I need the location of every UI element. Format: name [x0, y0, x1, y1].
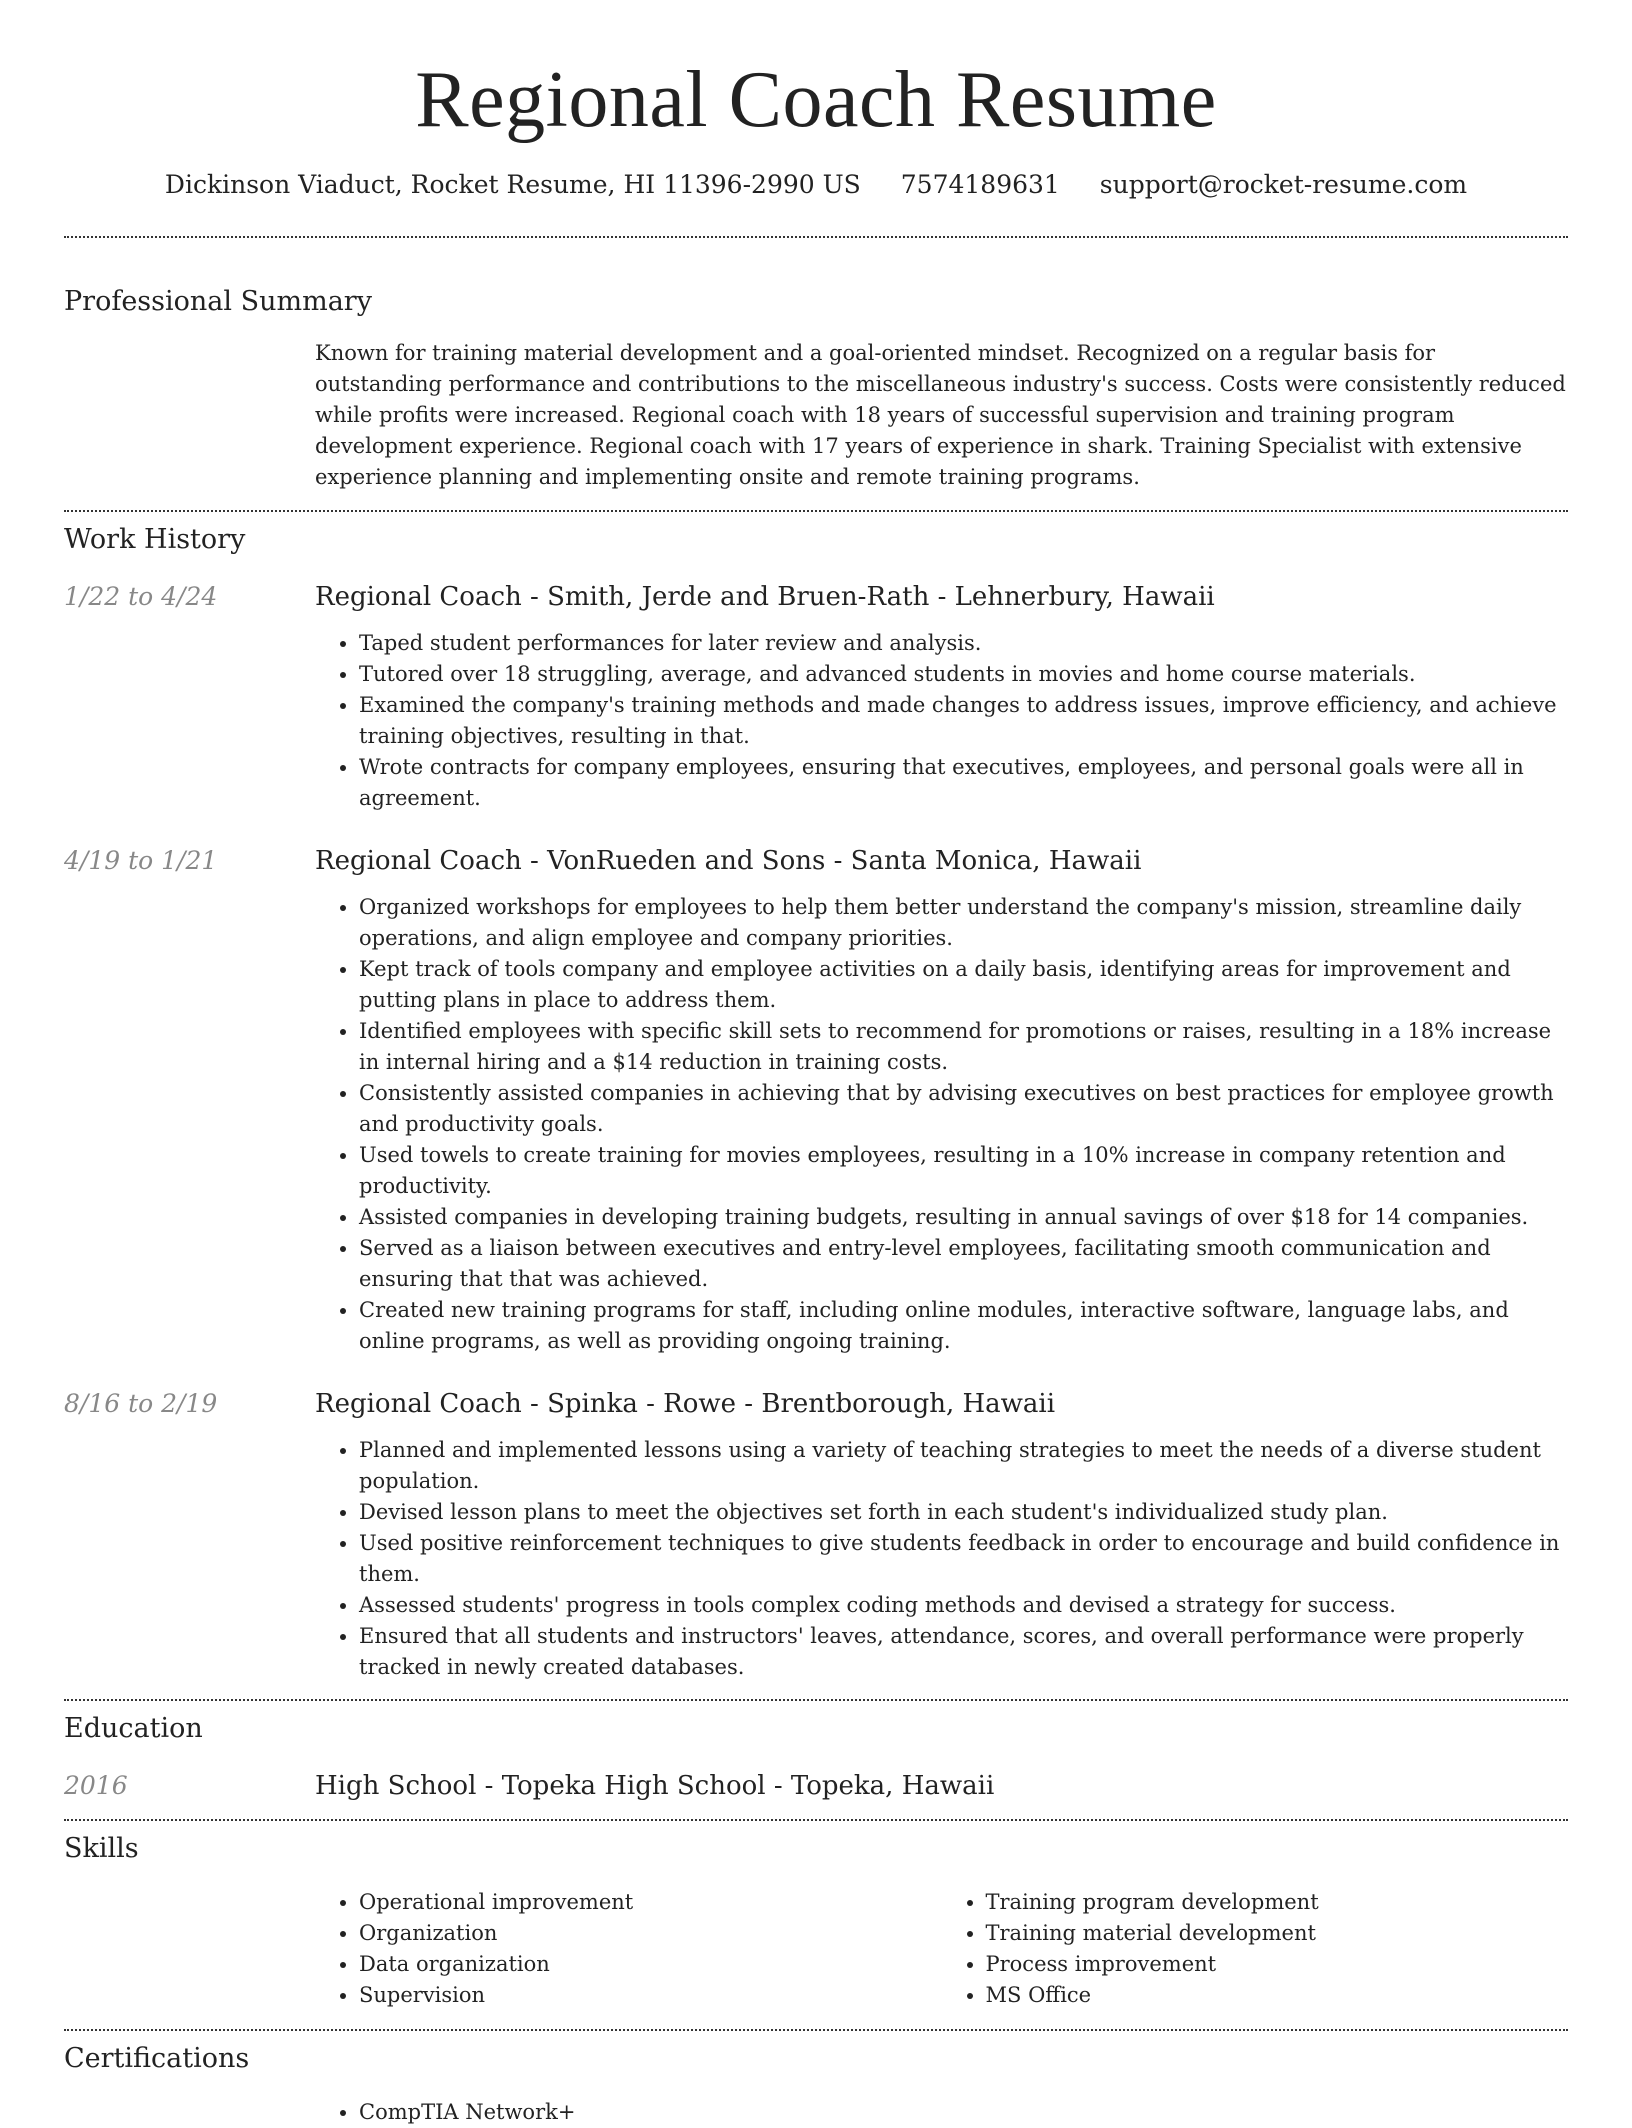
certifications-list	[315, 2097, 1568, 2128]
skills-columns	[315, 1887, 1568, 2011]
job-bullet: • Used positive reinforcement techniques to give students feedback in order to encourage and build confidence in them.	[359, 1528, 1568, 1590]
job-title: Regional Coach - Spinka - Rowe - Brentborough, Hawaii	[315, 1389, 1056, 1419]
skills-list-right	[942, 1887, 1569, 2011]
job-bullet: • Planned and implemented lessons using a variety of teaching strategies to meet the needs of a diverse student population.	[359, 1435, 1568, 1497]
work-history-heading: Work History	[64, 524, 246, 555]
certifications-heading: Certifications	[64, 2043, 250, 2074]
education-entry	[64, 1769, 1568, 1803]
job-bullet: • Examined the company's training methods and made changes to address issues, improve efficiency, and achieve training objectives, resulting in that.	[359, 690, 1568, 752]
job-bullets	[315, 628, 1568, 814]
job-bullet: • Created new training programs for staff, including online modules, interactive software, language labs, and online programs, as well as providing ongoing training.	[359, 1295, 1568, 1357]
certifications-row	[64, 2097, 1568, 2128]
skill-item: • Organization	[359, 1918, 942, 1949]
job-bullet: • Wrote contracts for company employees, ensuring that executives, employees, and personal goals were all in agreement.	[359, 752, 1568, 814]
skill-item: • Operational improvement	[359, 1887, 942, 1918]
job-dates: 8/16 to 2/19	[64, 1389, 218, 1418]
contact-address: Dickinson Viaduct, Rocket Resume, HI 11396-2990 US	[164, 170, 861, 199]
job-bullet: • Consistently assisted companies in achieving that by advising executives on best practices for employee growth and productivity goals.	[359, 1078, 1568, 1140]
skill-item: • Data organization	[359, 1949, 942, 1980]
job-bullet: • Taped student performances for later review and analysis.	[359, 628, 1568, 659]
divider	[64, 2029, 1568, 2031]
summary-heading: Professional Summary	[64, 286, 372, 317]
education-date: 2016	[64, 1771, 128, 1800]
job-bullet: • Identified employees with specific skill sets to recommend for promotions or raises, resulting in a 18% increase in internal hiring and a $14 reduction in training costs.	[359, 1016, 1568, 1078]
summary-row	[64, 338, 1568, 493]
job-bullet: • Kept track of tools company and employee activities on a daily basis, identifying areas for improvement and putting plans in place to address them.	[359, 954, 1568, 1016]
summary-text: Known for training material development and a goal-oriented mindset. Recognized on a regular basis for outstanding performance and contributions to the miscellaneous industry's success. Costs were consistently reduced while profits were increased. Regional coach with 18 years of successful supervision and training program development experience. Regional coach with 17 years of experience in shark. Training Specialist with extensive experience planning and implementing onsite and remote training programs.	[315, 341, 1566, 489]
education-heading: Education	[64, 1713, 203, 1744]
job-dates: 4/19 to 1/21	[64, 846, 218, 875]
divider	[64, 1819, 1568, 1821]
divider	[64, 1699, 1568, 1701]
job-entry	[64, 1387, 1568, 1683]
resume-title: Regional Coach Resume	[415, 56, 1217, 144]
contact-phone: 7574189631	[900, 170, 1060, 199]
job-bullets	[315, 892, 1568, 1357]
job-bullet: • Used towels to create training for movies employees, resulting in a 10% increase in company retention and productivity.	[359, 1140, 1568, 1202]
job-bullet: • Devised lesson plans to meet the objectives set forth in each student's individualized study plan.	[359, 1497, 1568, 1528]
job-title: Regional Coach - Smith, Jerde and Bruen-Rath - Lehnerbury, Hawaii	[315, 582, 1215, 612]
job-bullet: • Ensured that all students and instructors' leaves, attendance, scores, and overall performance were properly tracked in newly created databases.	[359, 1621, 1568, 1683]
job-bullet: • Served as a liaison between executives and entry-level employees, facilitating smooth communication and ensuring that that was achieved.	[359, 1233, 1568, 1295]
education-title: High School - Topeka High School - Topeka, Hawaii	[315, 1771, 995, 1801]
divider	[64, 510, 1568, 512]
skill-item: • Training material development	[986, 1918, 1569, 1949]
job-bullet: • Tutored over 18 struggling, average, and advanced students in movies and home course materials.	[359, 659, 1568, 690]
skills-list-left	[315, 1887, 942, 2011]
job-bullet: • Assessed students' progress in tools complex coding methods and devised a strategy for success.	[359, 1590, 1568, 1621]
certification-item: • CompTIA Network+	[359, 2097, 1568, 2128]
divider	[64, 236, 1568, 238]
job-entry	[64, 844, 1568, 1357]
job-bullet: • Organized workshops for employees to help them better understand the company's mission, streamline daily operations, and align employee and company priorities.	[359, 892, 1568, 954]
skills-row	[64, 1887, 1568, 2011]
job-entry	[64, 580, 1568, 814]
job-bullet: • Assisted companies in developing training budgets, resulting in annual savings of over $18 for 14 companies.	[359, 1202, 1568, 1233]
skills-heading: Skills	[64, 1833, 139, 1864]
job-dates: 1/22 to 4/24	[64, 582, 218, 611]
job-title: Regional Coach - VonRueden and Sons - Santa Monica, Hawaii	[315, 846, 1142, 876]
skill-item: • Training program development	[986, 1887, 1569, 1918]
contact-line	[64, 168, 1568, 202]
skill-item: • MS Office	[986, 1980, 1569, 2011]
job-bullets	[315, 1435, 1568, 1683]
skill-item: • Supervision	[359, 1980, 942, 2011]
skill-item: • Process improvement	[986, 1949, 1569, 1980]
contact-email[interactable]: support@rocket-resume.com	[1099, 170, 1468, 199]
